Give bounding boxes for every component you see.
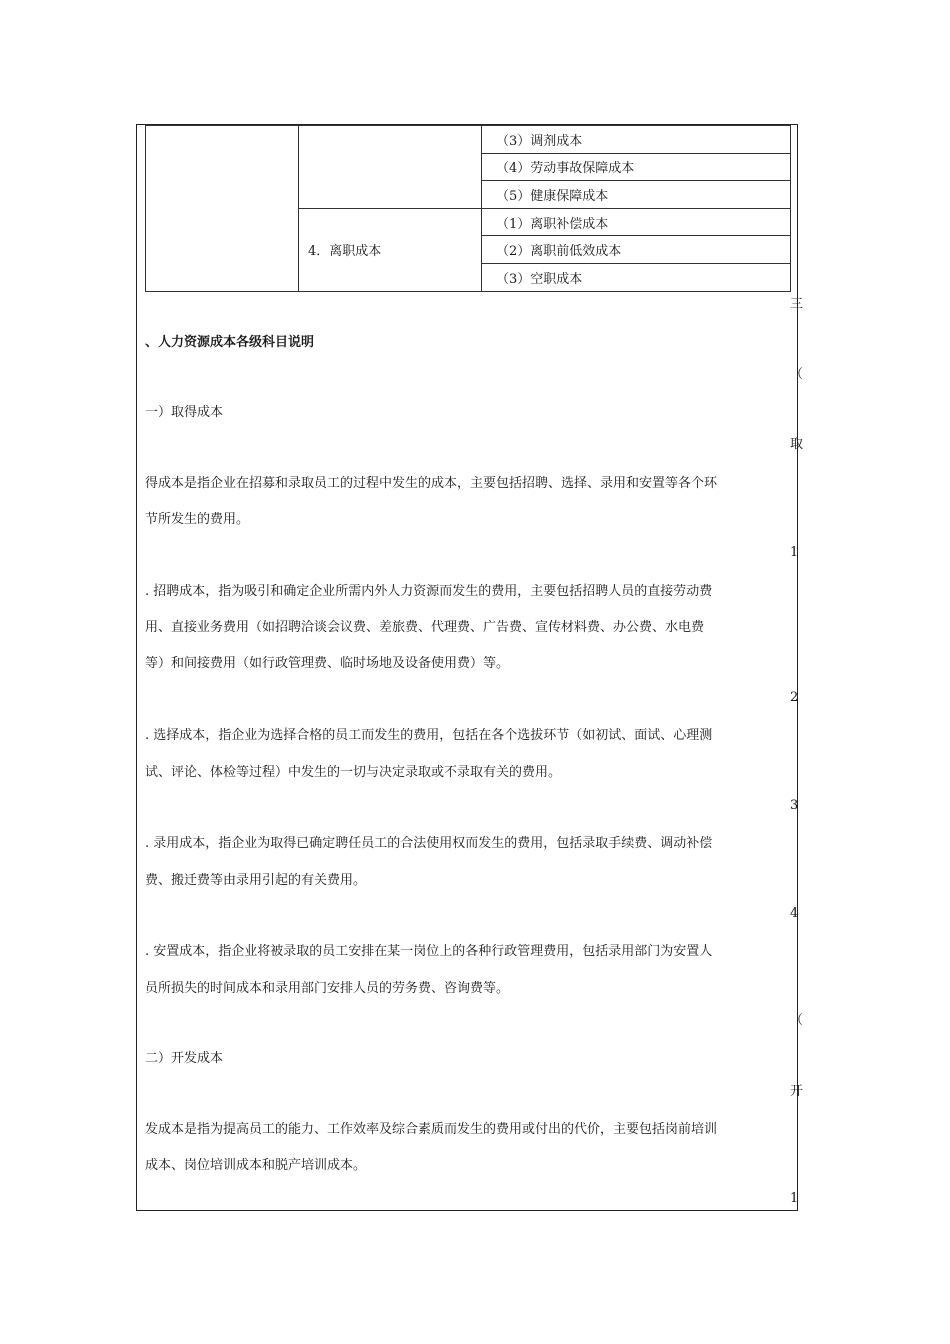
margin-fragment: （ <box>790 1013 804 1028</box>
margin-fragment: 3 <box>790 798 799 813</box>
paragraph-line: 试、评论、体检等过程）中发生的一切与决定录取或不录取有关的费用。 <box>145 765 562 780</box>
margin-fragment: 开 <box>790 1084 804 1099</box>
margin-fragment: 1 <box>790 1191 799 1206</box>
table-cell-item: （3）空职成本 <box>482 263 791 291</box>
table-cell-item: （5）健康保障成本 <box>482 181 791 209</box>
subsection-title-development: 二）开发成本 <box>145 1051 224 1066</box>
paragraph-line: 费、搬迁费等由录用引起的有关费用。 <box>145 873 367 888</box>
paragraph-line: . 安置成本，指企业将被录取的员工安排在某一岗位上的各种行政管理费用，包括录用部门为安置人 <box>145 944 713 959</box>
table-cell-subcategory <box>299 126 482 209</box>
paragraph-line: 节所发生的费用。 <box>145 512 250 527</box>
table-cell-item: （3）调剂成本 <box>482 126 791 154</box>
margin-fragment: 4 <box>790 906 799 921</box>
cost-subject-table <box>145 125 791 292</box>
paragraph-line: 得成本是指企业在招募和录取员工的过程中发生的成本，主要包括招聘、选择、录用和安置等各个环 <box>145 476 718 491</box>
paragraph-line: . 招聘成本，指为吸引和确定企业所需内外人力资源而发生的费用，主要包括招聘人员的直接劳动费 <box>145 584 713 599</box>
margin-fragment: 取 <box>790 437 804 452</box>
section-title: 、人力资源成本各级科目说明 <box>145 335 315 350</box>
subsection-title-acquisition: 一）取得成本 <box>145 405 224 420</box>
margin-fragment: （ <box>790 367 804 382</box>
table-cell-item: （4）劳动事故保障成本 <box>482 153 791 181</box>
paragraph-line: 用、直接业务费用（如招聘洽谈会议费、差旅费、代理费、广告费、宣传材料费、办公费、水电费 <box>145 620 705 635</box>
table-cell-item: （1）离职补偿成本 <box>482 208 791 236</box>
paragraph-line: 成本、岗位培训成本和脱产培训成本。 <box>145 1158 367 1173</box>
paragraph-line: 发成本是指为提高员工的能力、工作效率及综合素质而发生的费用或付出的代价，主要包括岗前培训 <box>145 1122 718 1137</box>
paragraph-line: . 选择成本，指企业为选择合格的员工而发生的费用，包括在各个选拔环节（如初试、面试、心理测 <box>145 728 713 743</box>
paragraph-line: . 录用成本，指企业为取得已确定聘任员工的合法使用权而发生的费用，包括录取手续费、调动补偿 <box>145 836 713 851</box>
table-cell-category <box>146 126 299 292</box>
paragraph-line: 员所损失的时间成本和录用部门安排人员的劳务费、咨询费等。 <box>145 981 510 996</box>
margin-fragment: 2 <box>790 690 799 705</box>
paragraph-line: 等）和间接费用（如行政管理费、临时场地及设备使用费）等。 <box>145 656 510 671</box>
margin-fragment: 1 <box>790 545 799 560</box>
table-cell-subcategory-separation: 4．离职成本 <box>299 208 482 291</box>
margin-fragment: 三 <box>790 297 804 312</box>
table-cell-item: （2）离职前低效成本 <box>482 236 791 264</box>
table-row <box>146 126 791 154</box>
